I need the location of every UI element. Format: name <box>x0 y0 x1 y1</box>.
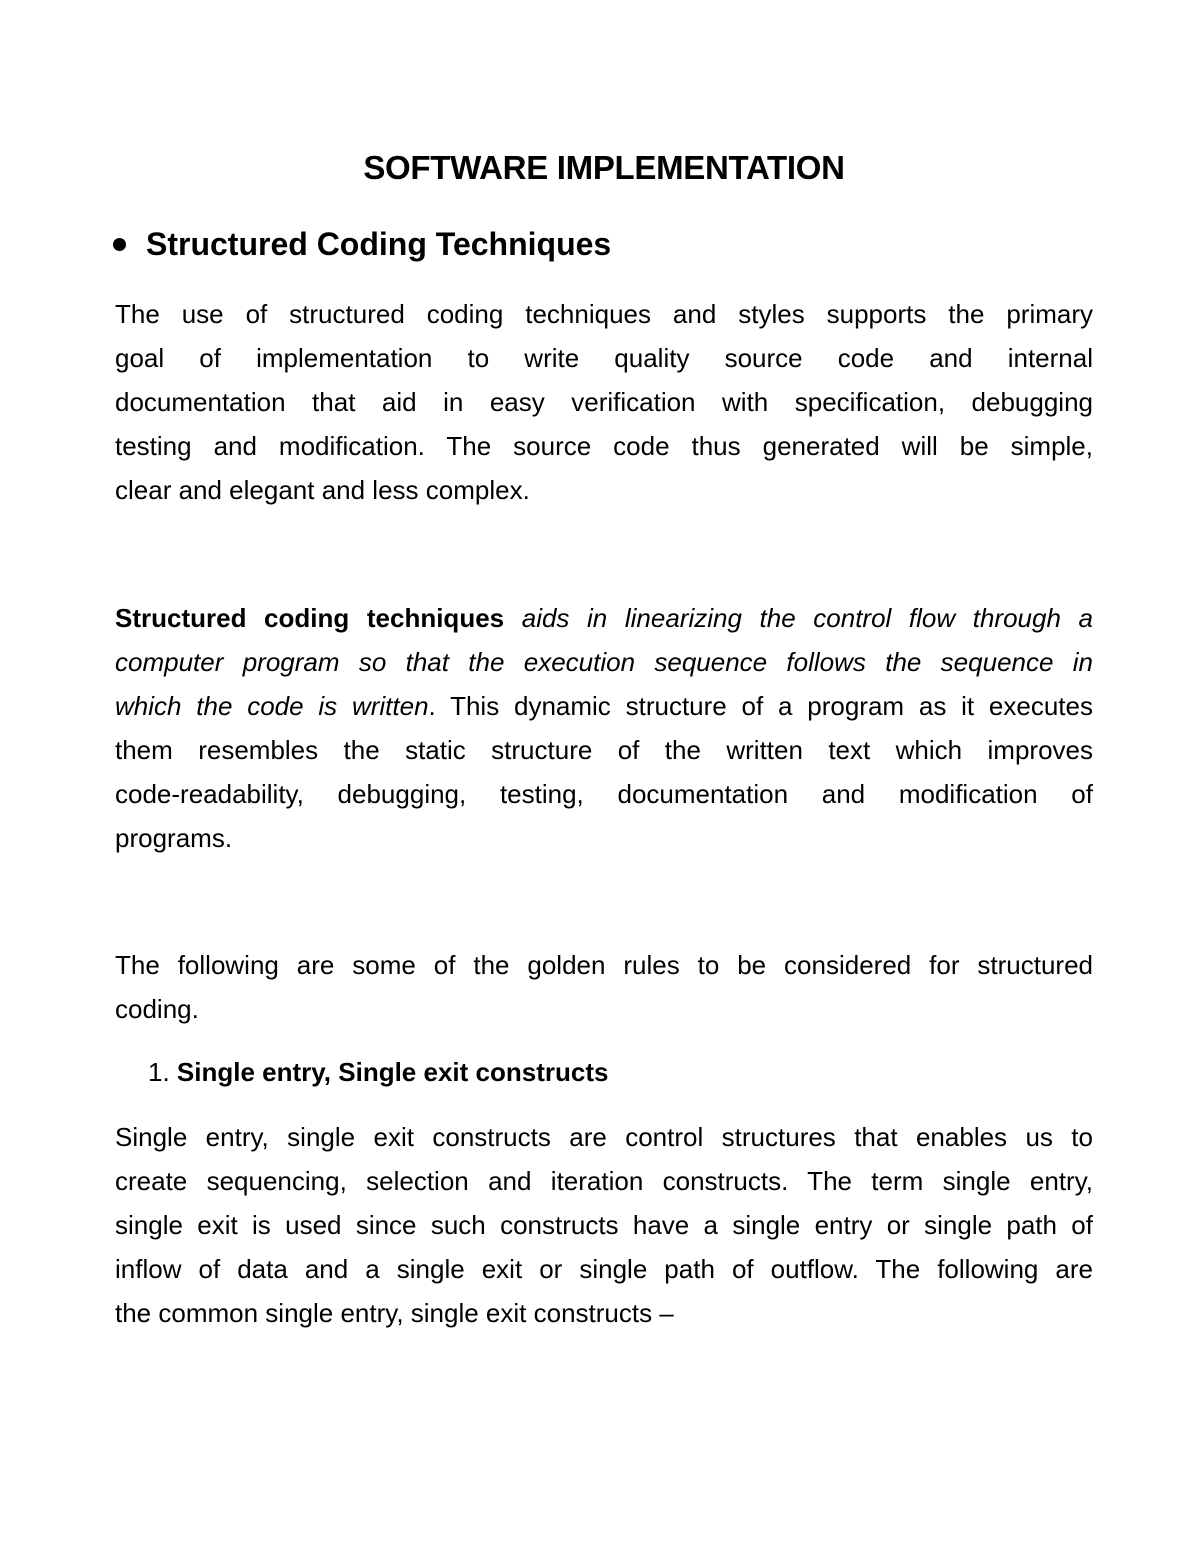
text-line: documentation that aid in easy verification with specification, debugging <box>115 387 1093 417</box>
text-line: the common single entry, single exit constructs – <box>115 1298 674 1328</box>
paragraph-single-entry <box>115 1115 1093 1335</box>
text-line: The following are some of the golden rules to be considered for structured <box>115 950 1093 980</box>
text-line <box>115 596 1093 640</box>
text-line: create sequencing, selection and iteration constructs. The term single entry, <box>115 1166 1093 1196</box>
text-line: programs. <box>115 823 233 853</box>
bullet-icon <box>113 238 126 251</box>
text-line: The use of structured coding techniques and styles supports the primary <box>115 299 1093 329</box>
bold-term: Structured coding techniques <box>115 603 505 633</box>
italic-definition: computer program so that the execution sequence follows the sequence in <box>115 647 1093 677</box>
text-line: coding. <box>115 994 199 1024</box>
paragraph-structured-coding <box>115 596 1093 860</box>
italic-definition: aids in linearizing the control flow through a <box>521 603 1093 633</box>
section-heading <box>146 222 611 266</box>
paragraph-golden-rules <box>115 943 1093 1031</box>
section-heading-text: Structured Coding Techniques <box>146 226 612 262</box>
rule-number: 1. <box>148 1057 170 1087</box>
rule-heading <box>148 1050 608 1094</box>
text-line: inflow of data and a single exit or single path of outflow. The following are <box>115 1254 1093 1284</box>
text-line: single exit is used since such constructs have a single entry or single path of <box>115 1210 1093 1240</box>
text-line: Single entry, single exit constructs are control structures that enables us to <box>115 1122 1093 1152</box>
italic-definition: which the code is written <box>115 691 429 721</box>
document-title: SOFTWARE IMPLEMENTATION <box>363 149 845 186</box>
text-line: goal of implementation to write quality source code and internal <box>115 343 1093 373</box>
text-line: them resembles the static structure of the written text which improves <box>115 735 1093 765</box>
text-span: . This dynamic structure of a program as it executes <box>428 691 1093 721</box>
text-line: clear and elegant and less complex. <box>115 475 530 505</box>
paragraph-intro <box>115 292 1093 512</box>
text-line: code-readability, debugging, testing, documentation and modification of <box>115 779 1093 809</box>
rule-label: Single entry, Single exit constructs <box>176 1057 609 1087</box>
text-line: testing and modification. The source code thus generated will be simple, <box>115 431 1093 461</box>
text-line <box>115 640 1093 684</box>
text-line <box>115 684 1093 728</box>
